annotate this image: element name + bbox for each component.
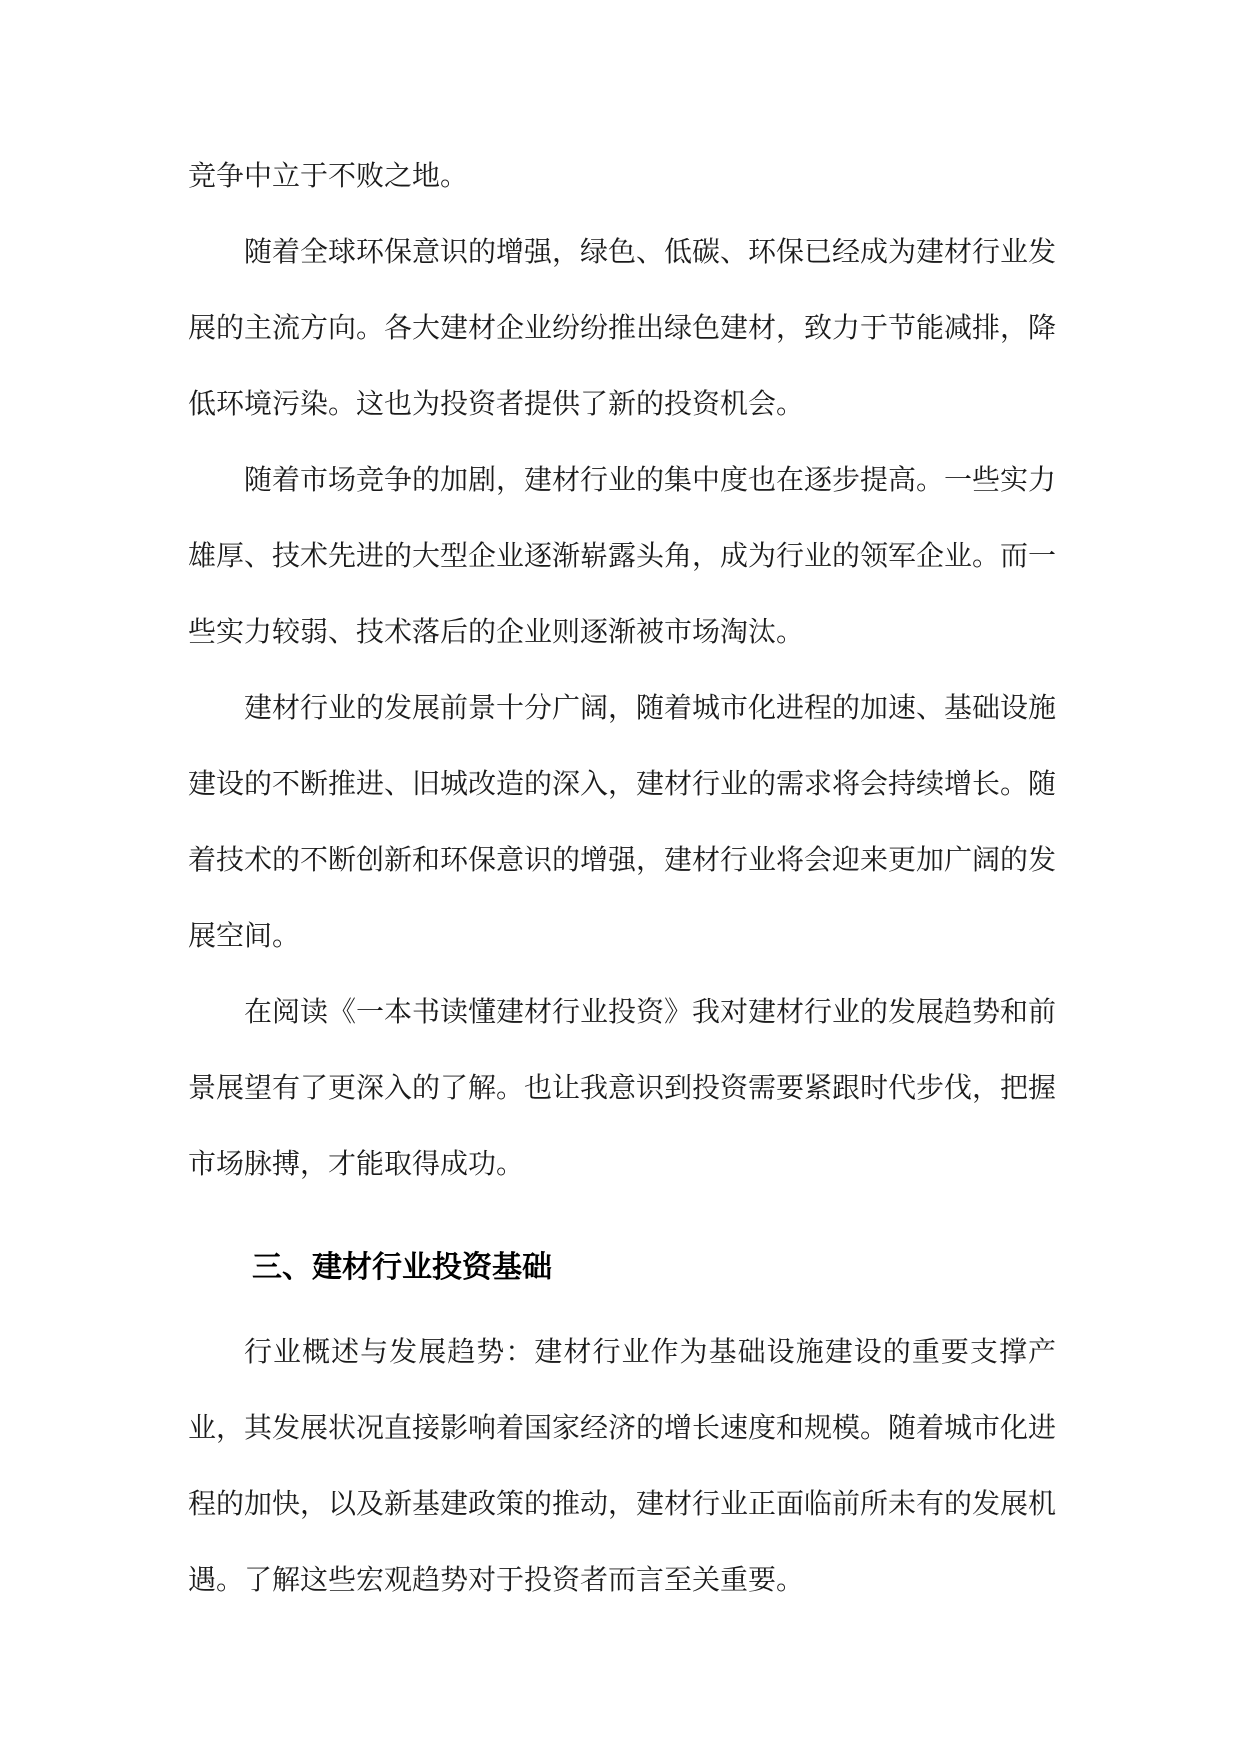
document-body (188, 138, 1056, 1618)
paragraph-industry-overview: 行业概述与发展趋势：建材行业作为基础设施建设的重要支撑产业，其发展状况直接影响着国家经济的增长速度和规模。随着城市化进程的加快，以及新基建政策的推动，建材行业正面临前所未有的发展机遇。了解这些宏观趋势对于投资者而言至关重要。 (188, 1335, 1057, 1596)
paragraph-continuation: 竞争中立于不败之地。 (188, 159, 469, 192)
section-heading: 三、建材行业投资基础 (252, 1250, 552, 1285)
paragraph-environmental-trend: 随着全球环保意识的增强，绿色、低碳、环保已经成为建材行业发展的主流方向。各大建材企业纷纷推出绿色建材，致力于节能减排，降低环境污染。这也为投资者提供了新的投资机会。 (188, 235, 1057, 420)
paragraph-reading-reflection: 在阅读《一本书读懂建材行业投资》我对建材行业的发展趋势和前景展望有了更深入的了解。也让我意识到投资需要紧跟时代步伐，把握市场脉搏，才能取得成功。 (188, 995, 1057, 1180)
paragraph-development-outlook: 建材行业的发展前景十分广阔，随着城市化进程的加速、基础设施建设的不断推进、旧城改造的深入，建材行业的需求将会持续增长。随着技术的不断创新和环保意识的增强，建材行业将会迎来更加广阔的发展空间。 (188, 691, 1057, 952)
paragraph-market-concentration: 随着市场竞争的加剧，建材行业的集中度也在逐步提高。一些实力雄厚、技术先进的大型企业逐渐崭露头角，成为行业的领军企业。而一些实力较弱、技术落后的企业则逐渐被市场淘汰。 (188, 463, 1057, 648)
